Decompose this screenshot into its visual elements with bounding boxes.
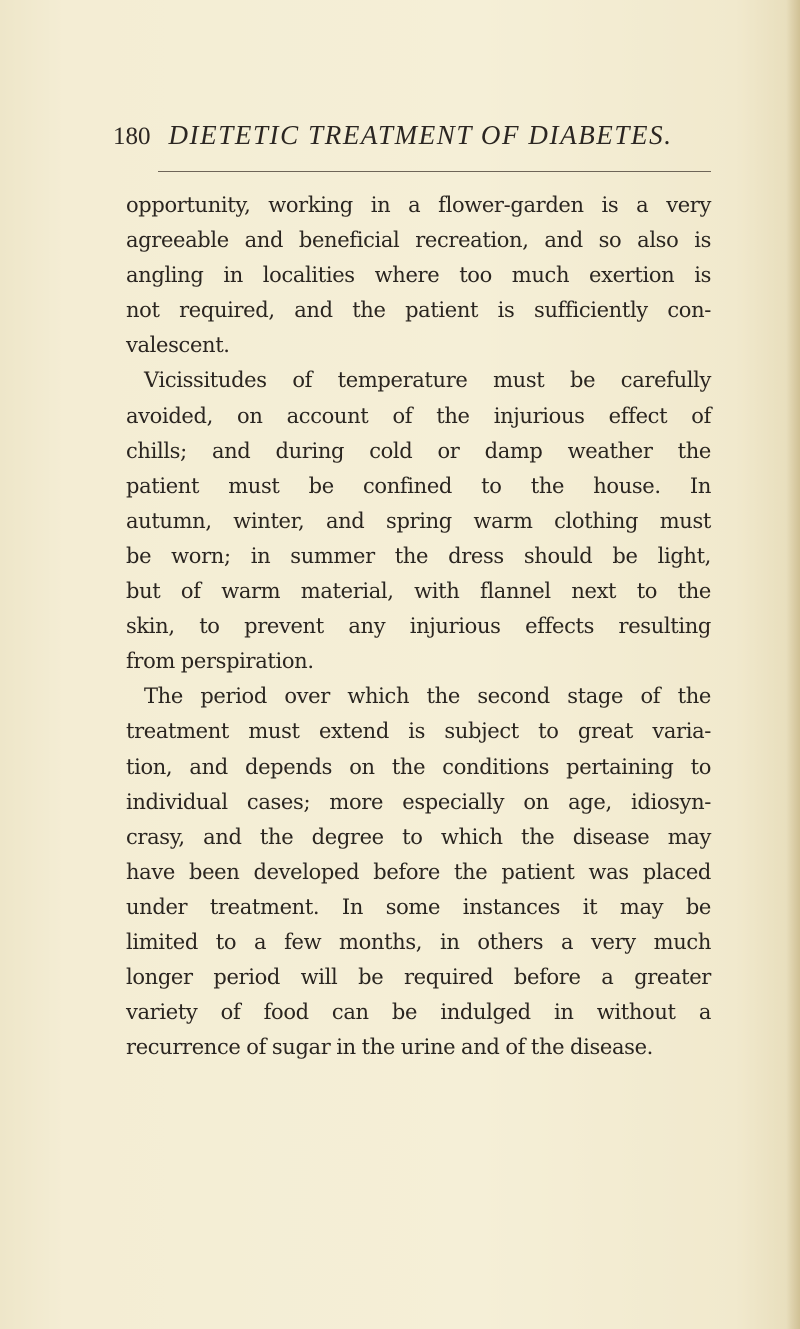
text-line: recurrence of sugar in the urine and of the disease. <box>126 1035 653 1060</box>
body-text <box>126 188 711 1065</box>
text-line: but of warm material, with flannel next to the <box>126 579 711 604</box>
text-line: variety of food can be indulged in without a <box>126 1000 711 1025</box>
text-line: under treatment. In some instances it may be <box>126 894 711 919</box>
paragraph-2 <box>126 363 711 679</box>
paragraph-3 <box>126 679 711 1065</box>
text-line: not required, and the patient is sufficiently con- <box>126 298 711 323</box>
text-line: chills; and during cold or damp weather the <box>126 438 711 463</box>
text-line: skin, to prevent any injurious effects resulting <box>126 614 711 639</box>
running-head <box>113 118 713 152</box>
page-number: 180 <box>113 123 151 150</box>
text-line: autumn, winter, and spring warm clothing must <box>126 508 711 533</box>
text-line: Vicissitudes of temperature must be carefully <box>144 368 711 393</box>
text-line: have been developed before the patient was placed <box>126 859 711 884</box>
text-line: opportunity, working in a flower-garden is a very <box>126 193 711 217</box>
text-line: limited to a few months, in others a very much <box>126 929 711 954</box>
text-line: agreeable and beneficial recreation, and so also is <box>126 228 711 253</box>
text-line: avoided, on account of the injurious effect of <box>126 403 711 428</box>
text-line: from perspiration. <box>126 649 314 674</box>
page-edge-shadow <box>786 0 800 1329</box>
text-line: longer period will be required before a greater <box>126 965 711 990</box>
text-line: The period over which the second stage of the <box>144 684 711 709</box>
text-line: tion, and depends on the conditions pertaining to <box>126 754 711 779</box>
paragraph-1 <box>126 188 711 363</box>
text-line: patient must be confined to the house. In <box>126 473 711 498</box>
header-rule <box>158 171 711 172</box>
text-line: individual cases; more especially on age, idiosyn- <box>126 789 711 814</box>
text-line: crasy, and the degree to which the disease may <box>126 824 711 849</box>
text-line: angling in localities where too much exertion is <box>126 263 711 288</box>
running-head-title: DIETETIC TREATMENT OF DIABETES. <box>168 120 673 150</box>
text-line: valescent. <box>126 333 230 358</box>
text-line: be worn; in summer the dress should be light, <box>126 543 711 568</box>
text-line: treatment must extend is subject to great varia- <box>126 719 711 744</box>
